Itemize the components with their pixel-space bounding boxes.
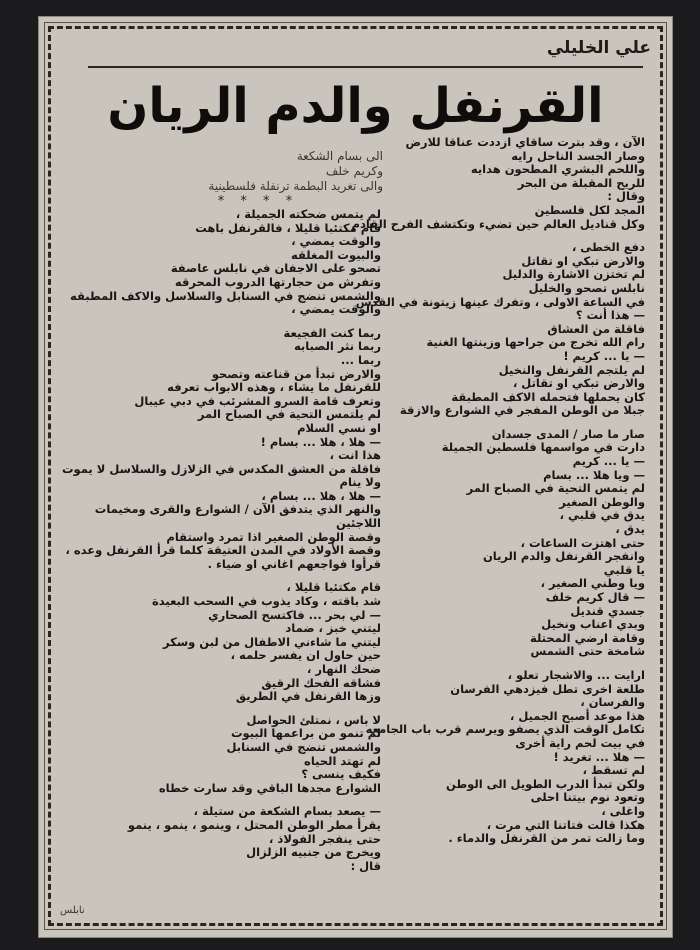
verse-line: يقرأ مطر الوطن المحتل ، وينمو ، ينمو ، ينمو [127,817,381,832]
verse-line: لا باس ، نمتلئ الحواصل [246,712,381,727]
verse-line: وتفرش من حجارتها الدروب المحرقه [174,274,381,289]
verse-line: المجد لكل فلسطين [534,202,645,217]
verse-line: — هلا ، هلا ... بسام ، [261,488,381,503]
verse-line: والشمس تنضج في السنابل [226,739,381,754]
verse-line: لم يتمس التحية في الصباح المر [466,481,645,496]
verse-line: — لي بحر ... فاكتسح الصحاري [208,607,381,622]
verse-line: والفرسان ، [580,695,645,710]
verse-line: قام مكتئبا قليلا ، فالقرنفل باهت [195,220,381,235]
verse-line: لم يتمس ضحكته الجميلة ، [235,207,381,221]
verse-line: — يا ... كريم [572,454,645,469]
verse-line: والنهر الذي يتدفق الآن / الشوارع والقرى ومخيمات [94,502,381,517]
dedication-line: والى تغريد البطمة ترنفلة فلسطينية [208,179,383,193]
verse-line: وقامة ارضي المحتلة [529,630,645,645]
verse-line: ارايت ... والاشجار تعلو ، [507,667,645,682]
verse-line: — قال كريم خلف [545,590,645,604]
verse-line: طلعة اخرى تطل فيزدهي الفرسان [450,681,645,696]
verse-line: تكامل الوقت الذي يصفو ويرسم قرب باب الجامعه [365,722,645,737]
verse-line: رام الله تخرج من جراحها وزينتها الغنية [426,335,645,350]
verse-line: والوقت يمضي ، [291,234,381,249]
verse-line: والوقت يمضي ، [291,302,381,317]
verse-line: حتى ينفجر الفولاذ ، [269,831,381,846]
verse-line: هكذا قالت فتاتنا التي مرت ، [486,817,645,832]
verse-line: للريح المقبلة من البحر [517,175,645,190]
verse-line: وتعرف قامة السرو المشرئب في دبي عيبال [134,393,381,408]
verse-line: واللحم البشري المطحون هدايه [470,162,645,177]
dedication-line: وكريم خلف [325,164,383,178]
verse-line: فشاقه الفحك الرقيق [261,675,381,690]
verse-line: ويخرج من جنبيه الزلزال [246,845,381,860]
verse-line: ربما ... [340,352,381,367]
verse-line: وزها القرنفل في الطريق [235,689,381,704]
verse-line: حتى اهتزت الساعات ، [520,535,645,550]
verse-line: للقرنفل ما يشاء ، وهذه الابواب تعرفه [167,380,381,395]
verse-line: ليتني خبز ، ضماد [285,621,381,636]
verse-line: ولا ينام [339,475,381,490]
byline-divider [88,66,643,68]
verse-line: قام مكتئبا قليلا ، [286,580,381,595]
verse-line: يا قلبي [603,562,645,577]
verse-line: او نسي السلام [297,420,381,435]
verse-line: والارض تبكي او تقاتل ، [512,376,645,391]
verse-line: — يا ... كريم ! [563,348,645,363]
verse-line: وصار الجسد الناحل رايه [511,148,645,163]
verse-line: لم تسقط ، [582,763,645,778]
verse-line: لم تنمو من براعمها البيوت [230,726,381,741]
verse-line: في بيت لحم راية أخرى [515,735,645,750]
verse-line: ربما كنت الفجيعة [283,325,381,340]
verse-line: يدق ، [615,522,645,537]
verse-line: قرأوا فواجعهم اغاني او ضياء . [207,556,381,571]
verse-line: والارض تبكي او تقاتل [521,253,645,268]
verse-line: لم يلتجم القرنفل والنخيل [498,362,645,377]
verse-line: ربما نثر الصبابه [293,339,381,354]
verse-line: — هذا أنت ؟ [575,308,645,323]
verse-line: دفع الخطى ، [571,240,645,255]
verse-line: نابلس تصحو والخليل [528,280,645,295]
verse-line: الآن ، وقد بترت ساقاي ازددت عناقا للارض [405,135,645,149]
poem-title: القرنفل والدم الريان [107,78,604,134]
verse-line: دارت في مواسمها فلسطين الجميلة [441,440,645,455]
verse-line: — هلا ، هلا ... بسام ! [260,434,381,449]
verse-line: وقصة الأولاد في المدن العتيقة كلما قرأ القرنفل وعده ، [65,543,381,558]
verse-line: ضحك النهار ، [307,662,381,676]
verse-line: وكل قناديل العالم حين تضيء وتكتشف الفرح القادم [351,216,645,231]
verse-line: جبلا من الوطن المفجر في الشوارع والازقة [399,403,645,418]
verse-line: فكيف ينسى ؟ [301,767,381,782]
verse-line: في الساعة الاولى ، وتفرك عينها زيتونة في القدس [355,294,645,309]
verse-line: ليتني ما شاءني الاطفال من لبن وسكر [163,634,381,649]
verse-line: وقصة الوطن الصغير اذا تمرد واستقام [166,529,381,544]
verse-line: والشمس تنضج في السنابل والسلاسل والاكف المطبقه [69,288,381,303]
footer-place: نابلس [60,905,85,916]
verse-line: ويا وطني الصغير ، [540,576,645,591]
dedication-block [133,149,383,209]
verse-line: والبيوت المغلقه [291,247,381,262]
verse-line: يدق في قلبي ، [559,508,645,523]
verse-line: فاقلة من العشق المكدس في الزلازل والسلاسل لا يموت [61,461,381,476]
section-stars: * * * * [217,194,299,209]
verse-line: وبدي اعناب ونخيل [541,617,645,632]
verse-line: وما زالت تمر من القرنفل والدماء . [448,831,645,846]
verse-line: لم تهتد الحياه [304,753,381,768]
dedication-line: الى بسام الشكعة [296,149,383,163]
verse-line: والارض تبدأ من قناعته وتصحو [211,366,381,381]
right-column-verses [61,207,381,873]
verse-line: — ويا هلا ... بسام [543,467,645,482]
verse-line: واغلى ، [601,803,645,818]
verse-line: شد باقته ، وكاد يذوب في السحب البعيدة [151,594,381,609]
verse-line: لم يلتمس التحية في الصباح المر [197,407,381,422]
verse-line: الشوارع مجدها الباقي وقد سارت خطاه [158,780,381,795]
verse-line: والوطن الصغير [559,494,645,509]
verse-line: قال : [350,858,381,873]
author-byline: علي الخليلي [546,38,651,58]
verse-line: اللاجئين [335,516,381,531]
verse-line: هذا انت ، [329,448,381,463]
verse-line: وتعود نوم بيتنا احلى [530,790,645,805]
verse-line: هذا موعد أصبح الجميل ، [509,708,645,723]
verse-line: — هلا ... تغريد ! [553,749,645,764]
verse-line: جسدي قنديل [570,603,645,618]
verse-line: شامخة حتى الشمس [530,644,645,659]
verse-line: كان يحملها فتحمله الاكف المطبقة [451,389,645,404]
verse-line: وقال : [607,189,645,204]
newspaper-clipping [38,16,673,938]
verse-line: تصحو على الاجفان في نابلس عاصفة [170,261,381,276]
verse-line: حين حاول ان يفسر حلمه ، [230,648,381,663]
verse-line: — يصعد بسام الشكعة من ستيلة ، [193,804,381,819]
verse-line: فاقلة من العشاق [547,321,645,336]
verse-line: وانفجر القرنفل والدم الريان [482,549,645,564]
verse-line: صار ما صار / المدى جسدان [491,426,645,441]
verse-line: ولكن تبدأ الدرب الطويل الى الوطن [446,776,645,791]
verse-line: لم تختزن الاشارة والدليل [502,267,645,282]
